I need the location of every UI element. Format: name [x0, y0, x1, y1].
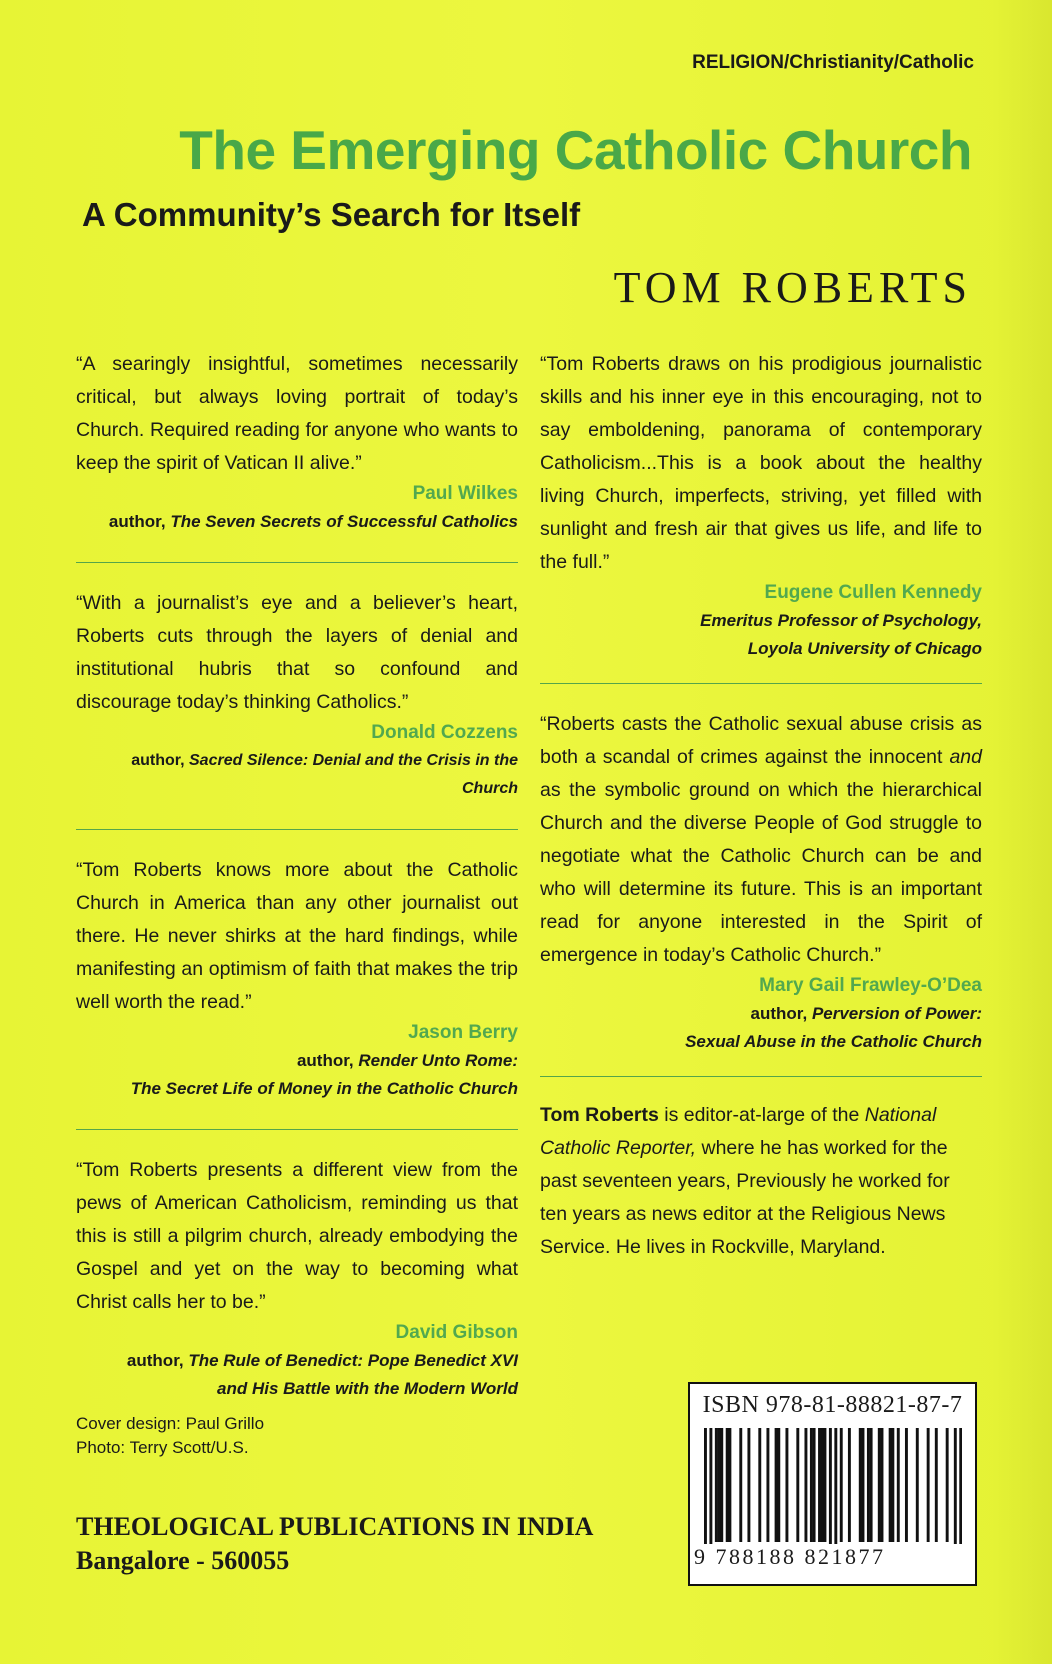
book-subtitle: A Community’s Search for Itself: [82, 196, 581, 233]
barcode-bar: [935, 1428, 938, 1542]
barcode-bar: [810, 1428, 813, 1542]
divider: [540, 683, 982, 684]
barcode-bar: [821, 1428, 824, 1542]
book-author: TOM ROBERTS: [613, 263, 972, 312]
barcode-bar: [897, 1428, 900, 1542]
barcode-bar: [718, 1428, 721, 1542]
barcode-bar: [813, 1428, 816, 1542]
barcode-bar: [878, 1428, 881, 1542]
publisher-name: THEOLOGICAL PUBLICATIONS IN INDIA: [76, 1512, 594, 1541]
barcode-bar: [834, 1428, 837, 1548]
edge-shadow: [992, 0, 1052, 1664]
photo-credit: Photo: Terry Scott/U.S.: [76, 1438, 249, 1457]
quote-text: “Tom Roberts presents a different view from the pews of American Catholicism, reminding us that this is still a pilgrim church, already embodying the Gospel and yet on the way to becoming what Christ calls her to be.”: [76, 1159, 518, 1313]
quote-block: [540, 708, 982, 1056]
quote-block: [540, 348, 982, 663]
barcode-bar: [726, 1428, 729, 1542]
quote-text: “Roberts casts the Catholic sexual abuse crisis as both a scandal of crimes against the innocent and as the symbolic ground on which the hierarchical Church and the diverse People of God struggle to negotiate what the Catholic Church can be and who will determine its future. This is an important read for anyone interested in the Spirit of emergence in today’s Catholic Church.”: [540, 713, 982, 966]
barcode-bar: [829, 1428, 832, 1548]
barcode-bar: [704, 1428, 707, 1548]
publisher-city: Bangalore - 560055: [76, 1546, 290, 1575]
divider: [76, 562, 518, 563]
barcode-digits: 9 788188 821877: [694, 1544, 972, 1570]
quote-author: Donald Cozzens: [371, 722, 518, 743]
barcode-bar: [720, 1428, 723, 1542]
divider: [76, 1129, 518, 1130]
cover-credit: Cover design: Paul Grillo: [76, 1414, 265, 1433]
isbn-number: ISBN 978-81-88821-87-7: [702, 1392, 963, 1418]
quote-author: Paul Wilkes: [412, 483, 518, 504]
book-title: The Emerging Catholic Church: [179, 119, 972, 181]
quote-author-role: author, The Rule of Benedict: Pope Benedict XVI: [126, 1351, 518, 1370]
barcode-bar: [715, 1428, 718, 1542]
divider: [540, 1076, 982, 1077]
barcode-bar: [867, 1428, 870, 1542]
quote-author: Mary Gail Frawley-O’Dea: [759, 975, 982, 996]
category-label: RELIGION/Christianity/Catholic: [692, 52, 974, 73]
quote-author-role: author, Render Unto Rome:: [296, 1051, 518, 1070]
barcode-bars: [704, 1428, 962, 1548]
barcode-bar: [840, 1428, 843, 1542]
barcode-bar: [758, 1428, 761, 1542]
quote-block: [76, 854, 518, 1103]
quote-author: Jason Berry: [408, 1022, 518, 1043]
quote-text: “Tom Roberts knows more about the Catholic Church in America than any other journalist out there. He never shirks at the hard findings, while manifesting an optimism of faith that makes the trip well worth the read.”: [76, 859, 518, 1013]
barcode-bar: [859, 1428, 862, 1542]
quote-author-role-line2: and His Battle with the Modern World: [217, 1379, 518, 1398]
barcode-bar: [946, 1428, 949, 1542]
quote-block: [76, 1154, 518, 1403]
barcode-bar: [862, 1428, 865, 1542]
barcode-bar: [891, 1428, 894, 1542]
barcode-bar: [870, 1428, 873, 1542]
barcode-bar: [728, 1428, 731, 1542]
barcode-bar: [881, 1428, 884, 1542]
barcode-bar: [889, 1428, 892, 1542]
barcode-bar: [709, 1428, 712, 1548]
credits: [76, 1412, 264, 1460]
barcode-bar: [959, 1428, 962, 1548]
quote-author-role-line2: The Secret Life of Money in the Catholic Church: [130, 1079, 518, 1098]
barcode-bar: [747, 1428, 750, 1542]
quote-text: “A searingly insightful, sometimes necessarily critical, but always loving portrait of today’s Church. Required reading for anyone who wants to keep the spirit of Vatican II alive.”: [76, 353, 518, 474]
left-column: [76, 348, 518, 1429]
barcode-bar: [775, 1428, 778, 1542]
barcode-bar: [796, 1428, 799, 1542]
quote-text: “Tom Roberts draws on his prodigious journalistic skills and his inner eye in this encouraging, not to say emboldening, panorama of contemporary Catholicism...This is a book about the healthy living Church, imperfects, striving, yet filled with sunlight and fresh air that gives us life, and life to the full.”: [540, 353, 982, 573]
right-column: [540, 348, 982, 1284]
barcode: [688, 1382, 977, 1586]
author-bio: Tom Roberts is editor-at-large of the National Catholic Reporter, where he has worked for the past seventeen years, Previously he worked for ten years as news editor at the Religious News Service. He lives in Rockville, Maryland.: [540, 1104, 950, 1258]
barcode-bar: [954, 1428, 957, 1548]
quote-author-role: author, Sacred Silence: Denial and the Crisis in the Church: [131, 752, 518, 797]
quote-block: [76, 587, 518, 803]
quote-author-role: Emeritus Professor of Psychology,: [700, 611, 982, 630]
barcode-bar: [848, 1428, 851, 1542]
quote-text: “With a journalist’s eye and a believer’s heart, Roberts cuts through the layers of denial and institutional hubris that so confound and discourage today’s thinking Catholics.”: [76, 592, 518, 713]
barcode-bar: [804, 1428, 807, 1542]
barcode-bar: [823, 1428, 826, 1542]
divider: [76, 829, 518, 830]
barcode-bar: [927, 1428, 930, 1542]
barcode-bar: [766, 1428, 769, 1542]
quote-author-role-line2: Sexual Abuse in the Catholic Church: [685, 1032, 982, 1051]
quote-author-role: author, Perversion of Power:: [750, 1004, 982, 1023]
publisher: [76, 1510, 593, 1578]
quote-author: David Gibson: [395, 1322, 518, 1343]
barcode-bar: [777, 1428, 780, 1542]
quote-author-role: author, The Seven Secrets of Successful Catholics: [108, 512, 518, 531]
quote-block: [76, 348, 518, 536]
barcode-bar: [785, 1428, 788, 1542]
barcode-bar: [818, 1428, 821, 1542]
barcode-bar: [905, 1428, 908, 1542]
quote-author: Eugene Cullen Kennedy: [764, 582, 982, 603]
barcode-bar: [739, 1428, 742, 1542]
barcode-bar: [916, 1428, 919, 1542]
quote-author-role-line2: Loyola University of Chicago: [747, 639, 982, 658]
